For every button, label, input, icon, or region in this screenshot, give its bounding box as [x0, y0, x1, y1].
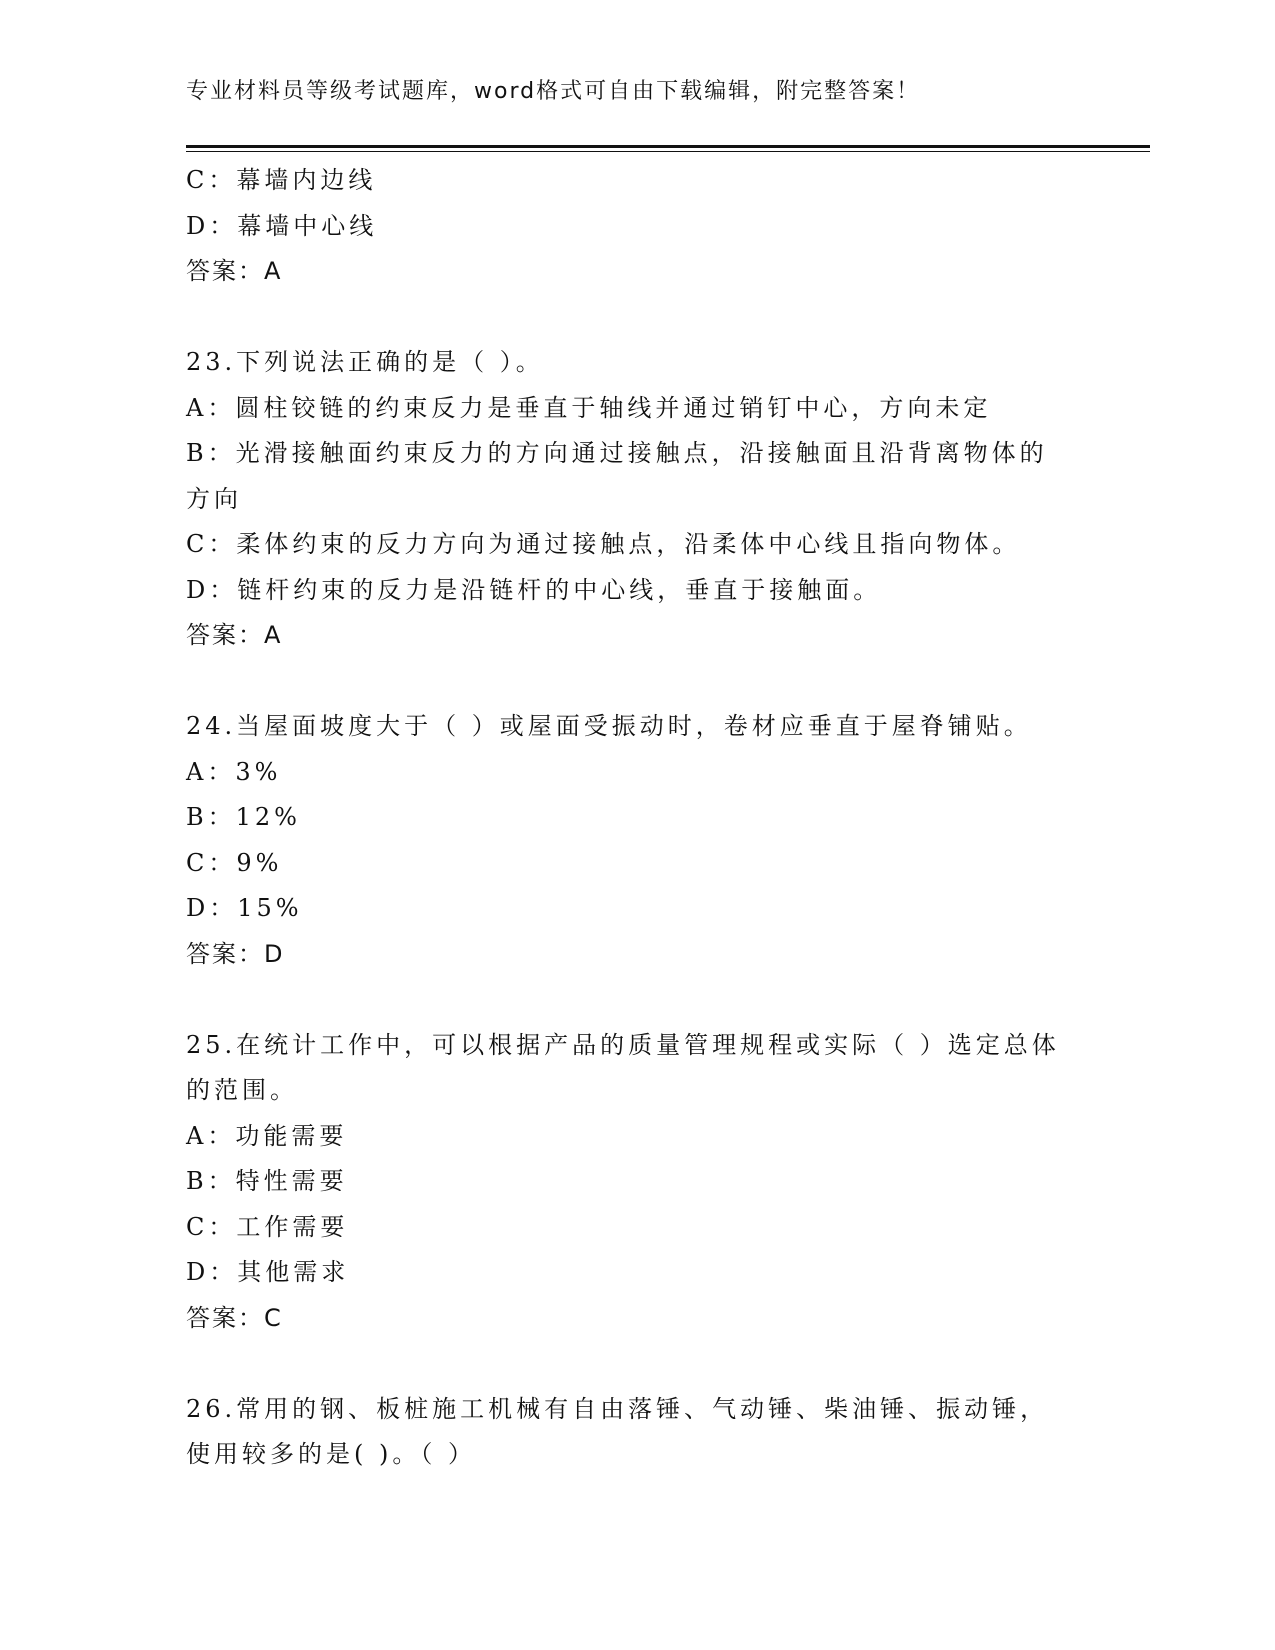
- spacer: [186, 977, 1066, 1023]
- question-stem: 25.在统计工作中，可以根据产品的质量管理规程或实际（ ）选定总体的范围。: [186, 1030, 1060, 1104]
- question-24: [186, 704, 1066, 977]
- option-a: A：3%: [186, 757, 282, 786]
- option-c: C：工作需要: [186, 1212, 349, 1241]
- question-stem: 24.当屋面坡度大于（ ）或屋面受振动时，卷材应垂直于屋脊铺贴。: [186, 712, 1032, 740]
- question-26: [186, 1387, 1066, 1478]
- spacer: [186, 295, 1066, 341]
- spacer: [186, 659, 1066, 705]
- prev-question-block: [186, 158, 1066, 295]
- option-b: B：12%: [186, 803, 301, 831]
- answer-line: 答案：A: [186, 621, 283, 649]
- page-header: 专业材料员等级考试题库，word格式可自由下载编辑，附完整答案！: [186, 79, 921, 104]
- option-c: C：柔体约束的反力方向为通过接触点，沿柔体中心线且指向物体。: [186, 530, 1021, 558]
- option-d: D：15%: [186, 894, 303, 922]
- option-b: B：光滑接触面约束反力的方向通过接触点，沿接触面且沿背离物体的方向: [186, 439, 1048, 513]
- question-stem: 26.常用的钢、板桩施工机械有自由落锤、气动锤、柴油锤、振动锤，使用较多的是( )。（ ）: [186, 1394, 1049, 1468]
- option-a: A：圆柱铰链的约束反力是垂直于轴线并通过销钉中心，方向未定: [186, 393, 992, 422]
- question-25: [186, 1023, 1066, 1342]
- option-c: C：幕墙内边线: [186, 166, 377, 194]
- option-b: B：特性需要: [186, 1167, 348, 1195]
- question-23: [186, 340, 1066, 659]
- option-a: A：功能需要: [186, 1121, 348, 1150]
- answer-line: 答案：C: [186, 1303, 283, 1332]
- question-content: [186, 158, 1066, 1478]
- header-rule-thin: [186, 151, 1150, 152]
- answer-line: 答案：A: [186, 257, 283, 285]
- question-stem: 23.下列说法正确的是（ ）。: [186, 348, 544, 376]
- option-c: C：9%: [186, 848, 283, 877]
- header-rule-thick: [186, 145, 1150, 148]
- option-d: D：幕墙中心线: [186, 211, 378, 240]
- spacer: [186, 1341, 1066, 1387]
- option-d: D：链杆约束的反力是沿链杆的中心线，垂直于接触面。: [186, 575, 882, 604]
- option-d: D：其他需求: [186, 1258, 350, 1286]
- answer-line: 答案：D: [186, 939, 285, 968]
